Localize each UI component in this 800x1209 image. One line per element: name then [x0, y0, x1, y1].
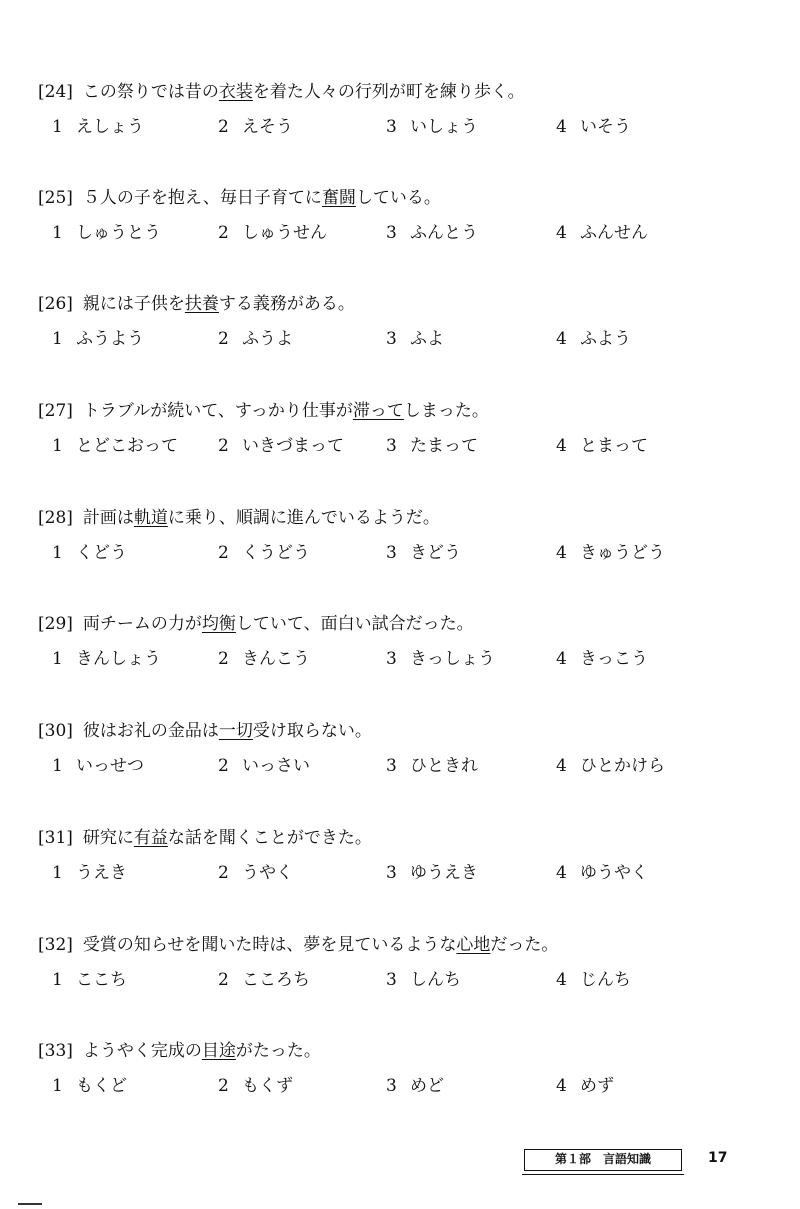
option-text: いしょう — [410, 117, 478, 137]
option-text: ひとかけら — [580, 756, 665, 776]
option-text: しゅうせん — [242, 223, 327, 243]
option-number: 3 — [386, 543, 397, 563]
question — [38, 1039, 758, 1099]
answer-options — [38, 860, 758, 886]
answer-option — [52, 967, 127, 993]
question — [38, 80, 758, 140]
answer-option — [218, 540, 310, 566]
option-text: ひときれ — [410, 756, 478, 776]
option-number: 1 — [52, 436, 63, 456]
answer-options — [38, 114, 758, 140]
sentence-after: 受け取らない。 — [252, 721, 372, 741]
option-number: 4 — [556, 329, 567, 349]
option-text: こころち — [242, 970, 310, 990]
question — [38, 933, 758, 993]
sentence-after: な話を聞くことができた。 — [167, 828, 372, 848]
answer-options — [38, 967, 758, 993]
answer-option — [218, 646, 310, 672]
option-number: 2 — [218, 970, 229, 990]
option-number: 1 — [52, 863, 63, 883]
question — [38, 719, 758, 779]
question-sentence — [38, 292, 758, 316]
answer-option — [218, 220, 327, 246]
option-text: うえき — [76, 863, 127, 883]
option-number: 1 — [52, 970, 63, 990]
answer-option — [52, 860, 127, 886]
question-sentence — [38, 506, 758, 530]
option-number: 3 — [386, 329, 397, 349]
option-number: 4 — [556, 970, 567, 990]
question — [38, 612, 758, 672]
answer-option — [386, 114, 478, 140]
sentence-before: 親には子供を — [82, 294, 185, 314]
sentence-before: 研究に — [82, 828, 134, 848]
answer-options — [38, 540, 758, 566]
option-number: 2 — [218, 756, 229, 776]
option-text: いそう — [580, 117, 631, 137]
answer-option — [556, 114, 631, 140]
option-number: 2 — [218, 543, 229, 563]
option-text: ふよ — [410, 329, 444, 349]
sentence-before: 受賞の知らせを聞いた時は、夢を見ているような — [82, 935, 457, 955]
option-number: 1 — [52, 329, 63, 349]
answer-option — [556, 1073, 614, 1099]
option-text: きゅうどう — [580, 543, 665, 563]
answer-option — [386, 326, 444, 352]
option-text: きどう — [410, 543, 461, 563]
question-number: [24] — [38, 82, 73, 102]
option-text: きんしょう — [76, 649, 161, 669]
answer-option — [386, 967, 461, 993]
option-text: ふんせん — [580, 223, 648, 243]
answer-option — [52, 326, 144, 352]
option-text: とまって — [580, 436, 648, 456]
answer-option — [556, 753, 665, 779]
answer-option — [386, 860, 478, 886]
answer-option — [386, 540, 461, 566]
option-number: 4 — [556, 436, 567, 456]
question-number: [33] — [38, 1041, 73, 1061]
option-number: 1 — [52, 543, 63, 563]
option-number: 2 — [218, 1076, 229, 1096]
answer-option — [52, 540, 127, 566]
answer-option — [386, 220, 478, 246]
underlined-target-word: 衣装 — [218, 82, 253, 102]
option-text: えしょう — [76, 117, 144, 137]
option-text: くうどう — [242, 543, 310, 563]
option-text: いきづまって — [242, 436, 344, 456]
sentence-after: を着た人々の行列が町を練り歩く。 — [252, 82, 525, 102]
option-number: 3 — [386, 756, 397, 776]
answer-option — [556, 646, 648, 672]
answer-option — [556, 967, 631, 993]
question-sentence — [38, 826, 758, 850]
sentence-after: している。 — [355, 188, 441, 208]
option-text: めど — [410, 1076, 444, 1096]
question-number: [29] — [38, 614, 73, 634]
sentence-before: この祭りでは昔の — [82, 82, 219, 102]
option-text: しんち — [410, 970, 461, 990]
answer-options — [38, 433, 758, 459]
sentence-before: ようやく完成の — [82, 1041, 202, 1061]
option-text: ふうよ — [242, 329, 293, 349]
option-text: えそう — [242, 117, 293, 137]
option-text: ここち — [76, 970, 127, 990]
option-number: 1 — [52, 1076, 63, 1096]
option-number: 3 — [386, 436, 397, 456]
option-number: 4 — [556, 543, 567, 563]
option-number: 2 — [218, 329, 229, 349]
question-sentence — [38, 186, 758, 210]
sentence-after: だった。 — [490, 935, 559, 955]
question-sentence — [38, 612, 758, 636]
answer-option — [218, 753, 310, 779]
option-number: 2 — [218, 436, 229, 456]
option-text: くどう — [76, 543, 127, 563]
option-number: 3 — [386, 649, 397, 669]
answer-option — [52, 220, 161, 246]
answer-option — [556, 433, 648, 459]
underlined-target-word: 一切 — [218, 721, 253, 741]
sentence-before: 計画は — [82, 508, 134, 528]
underlined-target-word: 滞って — [352, 401, 404, 421]
option-text: いっさい — [242, 756, 310, 776]
edge-mark — [18, 1203, 42, 1205]
option-text: きんこう — [242, 649, 310, 669]
option-number: 1 — [52, 117, 63, 137]
answer-option — [556, 540, 665, 566]
sentence-before: トラブルが続いて、すっかり仕事が — [82, 401, 353, 421]
underlined-target-word: 均衡 — [201, 614, 236, 634]
option-number: 3 — [386, 970, 397, 990]
question — [38, 826, 758, 886]
option-number: 3 — [386, 223, 397, 243]
answer-option — [218, 1073, 293, 1099]
question-number: [31] — [38, 828, 73, 848]
option-number: 4 — [556, 117, 567, 137]
question-sentence — [38, 933, 758, 957]
answer-options — [38, 646, 758, 672]
option-number: 4 — [556, 223, 567, 243]
option-text: めず — [580, 1076, 614, 1096]
sentence-after: していて、面白い試合だった。 — [235, 614, 474, 634]
underlined-target-word: 有益 — [133, 828, 168, 848]
answer-options — [38, 220, 758, 246]
option-text: いっせつ — [76, 756, 144, 776]
underlined-target-word: 扶養 — [184, 294, 219, 314]
option-text: もくず — [242, 1076, 293, 1096]
answer-option — [52, 1073, 127, 1099]
option-number: 2 — [218, 863, 229, 883]
option-text: とどこおって — [76, 436, 178, 456]
option-text: きっしょう — [410, 649, 495, 669]
underlined-target-word: 目途 — [201, 1041, 236, 1061]
option-number: 2 — [218, 223, 229, 243]
answer-option — [218, 433, 344, 459]
option-number: 2 — [218, 117, 229, 137]
question-sentence — [38, 399, 758, 423]
option-number: 4 — [556, 1076, 567, 1096]
answer-option — [386, 1073, 444, 1099]
question-number: [26] — [38, 294, 73, 314]
option-number: 3 — [386, 1076, 397, 1096]
question-number: [30] — [38, 721, 73, 741]
sentence-after: しまった。 — [403, 401, 489, 421]
sentence-after: する義務がある。 — [218, 294, 355, 314]
option-number: 2 — [218, 649, 229, 669]
option-text: ゆうえき — [410, 863, 478, 883]
question — [38, 292, 758, 352]
answer-option — [218, 326, 293, 352]
question-number: [25] — [38, 188, 73, 208]
option-number: 1 — [52, 223, 63, 243]
answer-option — [386, 753, 478, 779]
answer-option — [556, 860, 648, 886]
option-number: 1 — [52, 649, 63, 669]
option-text: もくど — [76, 1076, 127, 1096]
answer-option — [52, 646, 161, 672]
option-number: 4 — [556, 756, 567, 776]
sentence-before: 彼はお礼の金品は — [82, 721, 219, 741]
option-text: じんち — [580, 970, 631, 990]
question-number: [27] — [38, 401, 73, 421]
option-text: きっこう — [580, 649, 648, 669]
option-text: うやく — [242, 863, 293, 883]
option-text: ふんとう — [410, 223, 478, 243]
sentence-after: に乗り、順調に進んでいるようだ。 — [167, 508, 440, 528]
sentence-before: 両チームの力が — [82, 614, 202, 634]
answer-option — [556, 220, 648, 246]
question-sentence — [38, 80, 758, 104]
option-text: ふよう — [580, 329, 631, 349]
sentence-before: ５人の子を抱え、毎日子育てに — [82, 188, 322, 208]
question-sentence — [38, 719, 758, 743]
option-text: たまって — [410, 436, 478, 456]
question-number: [28] — [38, 508, 73, 528]
question-sentence — [38, 1039, 758, 1063]
page-number: 17 — [708, 1150, 728, 1166]
answer-option — [386, 646, 495, 672]
sentence-after: がたった。 — [235, 1041, 321, 1061]
option-number: 3 — [386, 117, 397, 137]
answer-options — [38, 753, 758, 779]
option-number: 4 — [556, 863, 567, 883]
question — [38, 399, 758, 459]
option-text: ふうよう — [76, 329, 144, 349]
answer-option — [52, 114, 144, 140]
answer-option — [52, 753, 144, 779]
option-text: しゅうとう — [76, 223, 161, 243]
answer-option — [386, 433, 478, 459]
option-text: ゆうやく — [580, 863, 648, 883]
answer-options — [38, 1073, 758, 1099]
answer-option — [52, 433, 178, 459]
answer-option — [556, 326, 631, 352]
section-label: 第１部 言語知識 — [524, 1149, 682, 1171]
option-number: 4 — [556, 649, 567, 669]
answer-option — [218, 860, 293, 886]
option-number: 3 — [386, 863, 397, 883]
underlined-target-word: 軌道 — [133, 508, 168, 528]
answer-option — [218, 967, 310, 993]
answer-options — [38, 326, 758, 352]
underlined-target-word: 心地 — [456, 935, 491, 955]
underlined-target-word: 奮闘 — [321, 188, 356, 208]
question — [38, 506, 758, 566]
question — [38, 186, 758, 246]
option-number: 1 — [52, 756, 63, 776]
answer-option — [218, 114, 293, 140]
question-number: [32] — [38, 935, 73, 955]
